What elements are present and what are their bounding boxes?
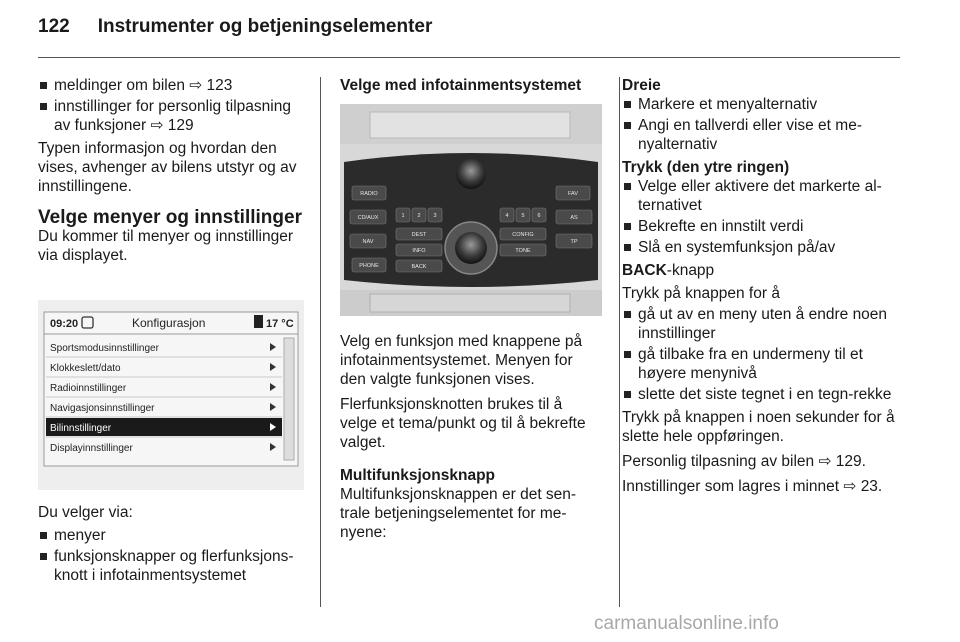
column-2-body bbox=[340, 332, 602, 548]
subheading: Dreie bbox=[622, 77, 661, 94]
column-divider-2 bbox=[619, 77, 620, 607]
panel-button-label: DEST bbox=[411, 232, 427, 238]
paragraph: Flerfunksjonsknotten brukes til å velge et tema/punkt og til å bekrefte valget. bbox=[340, 396, 586, 451]
list-item: funksjonsknapper og flerfunksjons-knott i infotainmentsystemet bbox=[38, 547, 308, 585]
screen-menu-item-label: Sportsmodusinnstillinger bbox=[50, 343, 159, 354]
list-item: Markere et menyalternativ bbox=[622, 95, 904, 114]
thermometer-icon bbox=[254, 315, 263, 328]
screen-menu-item-label: Radioinnstillinger bbox=[50, 383, 127, 394]
list-item: meldinger om bilen ⇨ 123 bbox=[38, 76, 308, 95]
footer-watermark: carmanualsonline.info bbox=[594, 613, 779, 634]
paragraph: Multifunksjonsknappen er det sen-trale betjeningselementet for me-nyene: bbox=[340, 486, 577, 541]
multifunction-knob[interactable] bbox=[455, 232, 487, 264]
list-item: gå tilbake fra en undermeny til et høyere menynivå bbox=[622, 345, 904, 383]
paragraph: Trykk på knappen i noen sekunder for å slette hele oppføringen. bbox=[622, 409, 895, 445]
panel-button-label: AS bbox=[570, 215, 578, 221]
infotainment-panel-figure bbox=[340, 104, 602, 316]
list-item: Slå en systemfunksjon på/av bbox=[622, 238, 904, 257]
panel-button-label: 4 bbox=[505, 213, 509, 219]
panel-button-label: PHONE bbox=[359, 263, 379, 269]
list-item: menyer bbox=[38, 526, 308, 545]
display-screen-figure bbox=[38, 300, 304, 490]
back-key-heading bbox=[622, 261, 904, 280]
panel-button-label: TP bbox=[570, 239, 578, 245]
screen-menu-item-label: Klokkeslett/dato bbox=[50, 363, 121, 374]
panel-button-label: BACK bbox=[411, 264, 427, 270]
column-1-bottom bbox=[38, 503, 308, 587]
panel-button-label: 2 bbox=[417, 213, 421, 219]
section-heading: Velge menyer og innstillinger bbox=[38, 207, 302, 228]
page-header bbox=[38, 16, 432, 38]
panel-button-label: CONFIG bbox=[512, 232, 534, 238]
column-3 bbox=[622, 76, 904, 502]
screen-menu-item-label: Navigasjonsinnstillinger bbox=[50, 403, 155, 414]
screen-time: 09:20 bbox=[50, 318, 79, 330]
panel-button-label: 6 bbox=[537, 213, 541, 219]
volume-knob[interactable] bbox=[456, 159, 486, 189]
page-number: 122 bbox=[38, 16, 70, 37]
paragraph: Velg en funksjon med knappene på infotainmentsystemet. Menyen for den valgte funksjonen vises. bbox=[340, 333, 583, 388]
paragraph: Trykk på knappen for å bbox=[622, 285, 780, 302]
paragraph: Innstillinger som lagres i minnet ⇨ 23. bbox=[622, 478, 883, 495]
paragraph: Du velger via: bbox=[38, 504, 133, 521]
subheading: Trykk (den ytre ringen) bbox=[622, 159, 790, 176]
list-item: innstillinger for personlig tilpasning av funksjoner ⇨ 129 bbox=[38, 97, 308, 135]
paragraph: Personlig tilpasning av bilen ⇨ 129. bbox=[622, 453, 866, 470]
page-title: Instrumenter og betjeningselementer bbox=[97, 16, 433, 37]
screen-temp: 17 °C bbox=[266, 318, 294, 330]
screen-title: Konfigurasjon bbox=[132, 316, 206, 330]
panel-button-label: RADIO bbox=[360, 191, 378, 197]
panel-button-label: CD/AUX bbox=[357, 215, 379, 221]
scrollbar[interactable] bbox=[284, 338, 294, 460]
back-key-suffix: -knapp bbox=[666, 262, 715, 279]
panel-button-label: FAV bbox=[568, 191, 578, 197]
list-item: Angi en tallverdi eller vise et me-nyalternativ bbox=[622, 116, 904, 154]
column-2 bbox=[340, 76, 602, 95]
header-rule bbox=[38, 57, 900, 58]
section-heading: Velge med infotainmentsystemet bbox=[340, 77, 582, 94]
panel-button-label: NAV bbox=[362, 239, 374, 245]
column-divider-1 bbox=[320, 77, 321, 607]
panel-button-label: TONE bbox=[515, 248, 531, 254]
panel-button-label: 5 bbox=[521, 213, 525, 219]
panel-button-label: INFO bbox=[412, 248, 426, 254]
panel-button-label: 1 bbox=[401, 213, 405, 219]
paragraph: Typen informasjon og hvordan den vises, avhenger av bilens utstyr og av innstillingene. bbox=[38, 140, 297, 195]
list-item: gå ut av en meny uten å endre noen innstillinger bbox=[622, 305, 904, 343]
subheading: Multifunksjonsknapp bbox=[340, 467, 495, 484]
panel-button-label: 3 bbox=[433, 213, 437, 219]
screen-menu-item-label: Bilinnstillinger bbox=[50, 423, 112, 434]
paragraph: Du kommer til menyer og innstillinger via displayet. bbox=[38, 228, 293, 264]
list-item: slette det siste tegnet i en tegn-rekke bbox=[622, 385, 904, 404]
screen-menu-item-label: Displayinnstillinger bbox=[50, 443, 133, 454]
column-1 bbox=[38, 76, 308, 271]
list-item: Velge eller aktivere det markerte al-ternativet bbox=[622, 177, 904, 215]
back-key-name: BACK bbox=[622, 262, 667, 279]
list-item: Bekrefte en innstilt verdi bbox=[622, 217, 904, 236]
